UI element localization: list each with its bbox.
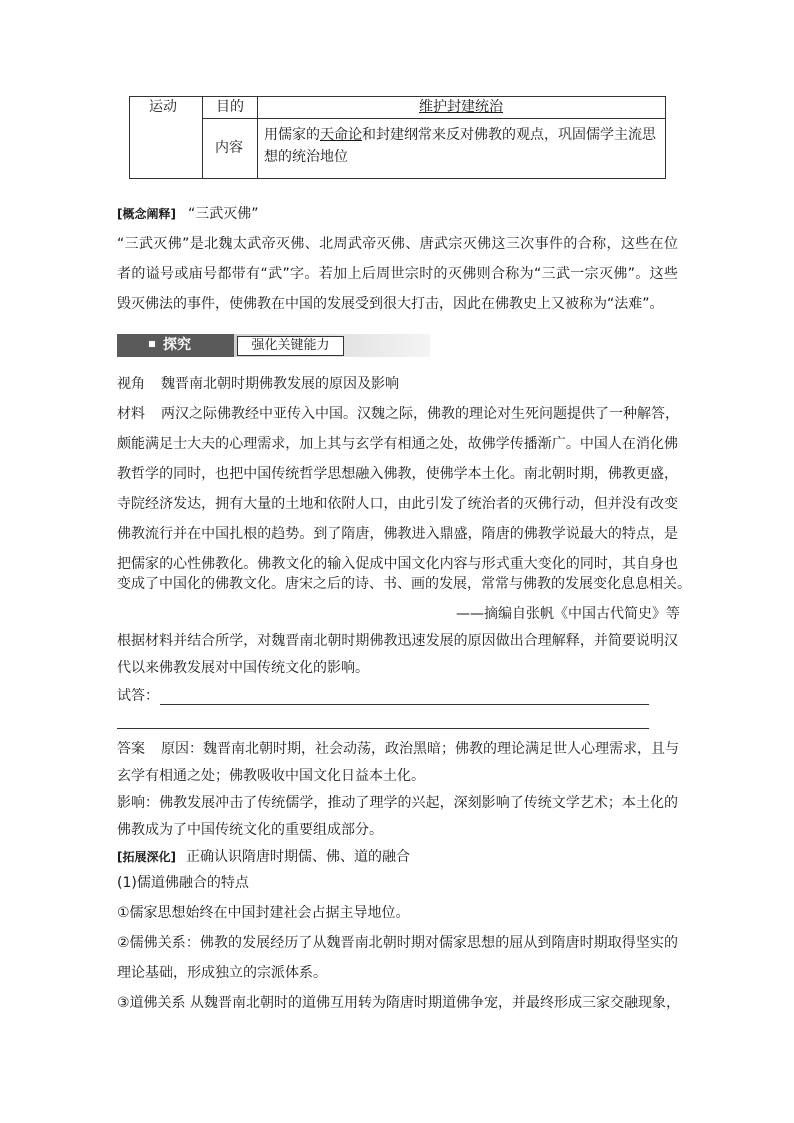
extension-item: ①儒家思想始终在中国封建社会占据主导地位。 bbox=[117, 905, 410, 921]
material-line: 变成了中国化的佛教文化。唐宋之后的诗、书、画的发展，常常与佛教的发展变化息息相关。 bbox=[117, 576, 691, 592]
banner-title bbox=[117, 334, 234, 357]
concept-text-line: 毁灭佛法的事件，使佛教在中国的发展受到很大打击，因此在佛教史上又被称为“法难”。 bbox=[117, 296, 664, 312]
table-divider bbox=[202, 118, 665, 119]
material-line bbox=[117, 404, 679, 424]
question-line: 根据材料并结合所学，对魏晋南北朝时期佛教迅速发展的原因做出合理解释，并简要说明汉 bbox=[117, 633, 678, 649]
purpose-value-text: 维护封建统治 bbox=[419, 99, 503, 115]
content-text: 和封建纲常来反对佛教的观点，巩固儒学主流思 bbox=[362, 127, 656, 143]
extension-item: ③道佛关系 从魏晋南北朝时的道佛互用转为隋唐时期道佛争宠，并最终形成三家交融现象， bbox=[117, 995, 680, 1011]
material-line: 寺院经济发达，拥有大量的土地和依附人口，由此引发了统治者的灭佛行动，但并没有改变 bbox=[117, 496, 678, 512]
extension-subheading: (1)儒道佛融合的特点 bbox=[117, 875, 249, 891]
concept-title: “三武灭佛” bbox=[187, 206, 259, 222]
concept-text-line: “三武灭佛”是北魏太武帝灭佛、北周武帝灭佛、唐武宗灭佛这三次事件的合称，这些在位 bbox=[117, 236, 678, 252]
banner-title-text: 探究 bbox=[163, 337, 191, 353]
movement-table bbox=[129, 96, 666, 179]
content-underlined-term: 天命论 bbox=[320, 127, 362, 143]
answer-label: 答案 bbox=[117, 741, 145, 757]
table-content-label: 内容 bbox=[215, 140, 243, 156]
content-text: 用儒家的 bbox=[264, 127, 320, 143]
table-purpose-value bbox=[257, 96, 665, 118]
answer-input-line[interactable] bbox=[160, 704, 649, 705]
perspective-title: 魏晋南北朝时期佛教发展的原因及影响 bbox=[161, 376, 399, 392]
table-purpose-label: 目的 bbox=[216, 99, 244, 115]
material-line: 教哲学的同时，也把中国传统哲学思想融入佛教，使佛学本土化。南北朝时期，佛教更盛， bbox=[117, 466, 678, 482]
answer-line: 佛教成为了中国传统文化的重要组成部分。 bbox=[117, 822, 383, 838]
answer-text: 原因：魏晋南北朝时期，社会动荡，政治黑暗；佛教的理论满足世人心理需求，且与 bbox=[161, 741, 679, 757]
table-divider bbox=[202, 97, 203, 178]
concept-text-line: 者的谥号或庙号都带有“武”字。若加上后周世宗时的灭佛则合称为“三武一宗灭佛”。这些 bbox=[117, 266, 678, 282]
table-content-line1 bbox=[264, 124, 656, 146]
concept-tag: [概念阐释] bbox=[117, 207, 176, 221]
concept-heading bbox=[117, 204, 259, 224]
answer-line: 玄学有相通之处；佛教吸收中国文化日益本土化。 bbox=[117, 768, 425, 784]
extension-item: ②儒佛关系：佛教的发展经历了从魏晋南北朝时期对儒家思想的屈从到隋唐时期取得坚实的 bbox=[117, 935, 678, 951]
perspective-label: 视角 bbox=[117, 376, 145, 392]
table-row-head: 运动 bbox=[149, 99, 177, 115]
square-bullet-icon bbox=[149, 341, 155, 347]
table-content-line2: 想的统治地位 bbox=[264, 149, 348, 165]
extension-tag: [拓展深化] bbox=[117, 850, 176, 864]
question-line: 代以来佛教发展对中国传统文化的影响。 bbox=[117, 660, 369, 676]
perspective-heading bbox=[117, 374, 399, 394]
material-line: 颇能满足士大夫的心理需求，加上其与玄学有相通之处，故佛学传播渐广。中国人在消化佛 bbox=[117, 436, 678, 452]
extension-item: 理论基础，形成独立的宗派体系。 bbox=[117, 965, 327, 981]
answer-line: 影响：佛教发展冲击了传统儒学，推动了理学的兴起，深刻影响了传统文学艺术；本土化的 bbox=[117, 795, 678, 811]
extension-title: 正确认识隋唐时期儒、佛、道的融合 bbox=[185, 849, 410, 865]
banner-subtitle: 强化关键能力 bbox=[237, 336, 344, 356]
extension-heading bbox=[117, 847, 410, 867]
material-line: 把儒家的心性佛教化。佛教文化的输入促成中国文化内容与形式重大变化的同时，其自身也 bbox=[117, 556, 678, 572]
answer-line bbox=[117, 739, 679, 759]
answer-input-line[interactable] bbox=[117, 728, 649, 729]
material-source: ——摘编自张帆《中国古代简史》等 bbox=[456, 606, 680, 622]
try-answer-label: 试答： bbox=[117, 688, 159, 704]
material-label: 材料 bbox=[117, 406, 145, 422]
material-text: 两汉之际佛教经中亚传入中国。汉魏之际，佛教的理论对生死问题提供了一种解答， bbox=[161, 406, 679, 422]
material-line: 佛教流行并在中国扎根的趋势。到了隋唐，佛教进入鼎盛，隋唐的佛教学说最大的特点，是 bbox=[117, 526, 678, 542]
section-banner bbox=[117, 334, 430, 357]
